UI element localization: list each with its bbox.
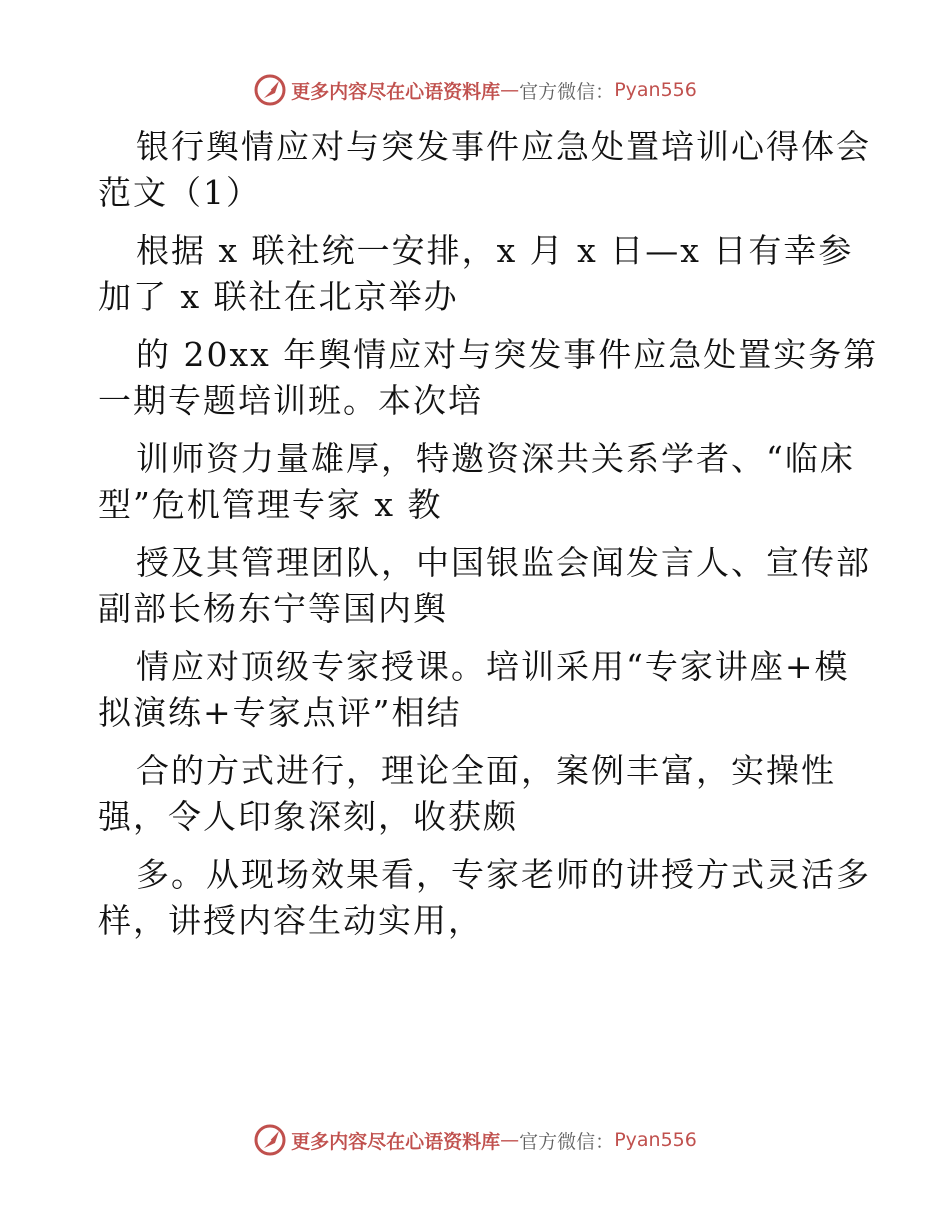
paragraph-line: 样，讲授内容生动实用， <box>98 901 483 940</box>
paragraph-line: 根据 x 联社统一安排，x 月 x 日—x 日有幸参 <box>136 231 854 270</box>
document-title-line-2: 范文（1） <box>98 173 261 212</box>
paragraph <box>98 644 858 736</box>
banner-separator: — <box>500 79 520 101</box>
banner-wechat-id: Pyan556 <box>614 1129 697 1151</box>
banner-separator: — <box>500 1129 520 1151</box>
quill-logo-icon <box>253 1123 287 1157</box>
document-body <box>98 124 879 944</box>
paragraph-line: 拟演练+专家点评”相结 <box>98 693 462 732</box>
footer-banner <box>0 1120 950 1160</box>
paragraph-line: 多。从现场效果看，专家老师的讲授方式灵活多 <box>136 855 871 894</box>
paragraph <box>98 748 858 840</box>
paragraph-line: 加了 x 联社在北京举办 <box>98 277 459 316</box>
paragraph-line: 授及其管理团队，中国银监会闻发言人、宣传部 <box>136 543 871 582</box>
banner-wechat-id: Pyan556 <box>614 79 697 101</box>
paragraph <box>98 852 871 944</box>
paragraph-line: 型”危机管理专家 x 教 <box>98 485 443 524</box>
paragraph <box>98 332 879 424</box>
banner-title: 更多内容尽在心语资料库 <box>291 80 501 103</box>
paragraph-line: 的 20xx 年舆情应对与突发事件应急处置实务第 <box>136 335 879 374</box>
banner-wechat-label: 官方微信： <box>519 80 615 103</box>
paragraph <box>98 540 871 632</box>
paragraph <box>98 124 871 216</box>
paragraph-line: 情应对顶级专家授课。培训采用“专家讲座+模 <box>136 647 850 686</box>
document-title-line-1: 银行舆情应对与突发事件应急处置培训心得体会 <box>136 127 871 166</box>
quill-logo-icon <box>253 73 287 107</box>
paragraph <box>98 436 858 528</box>
banner-title: 更多内容尽在心语资料库 <box>291 1130 501 1153</box>
paragraph-line: 训师资力量雄厚，特邀资深共关系学者、“临床 <box>136 439 855 478</box>
banner-wechat-label: 官方微信： <box>519 1130 615 1153</box>
paragraph-line: 副部长杨东宁等国内舆 <box>98 589 448 628</box>
paragraph-line: 一期专题培训班。本次培 <box>98 381 483 420</box>
paragraph-line: 合的方式进行，理论全面，案例丰富，实操性 <box>136 751 836 790</box>
header-banner <box>0 70 950 110</box>
paragraph <box>98 228 858 320</box>
paragraph-line: 强，令人印象深刻，收获颇 <box>98 797 518 836</box>
